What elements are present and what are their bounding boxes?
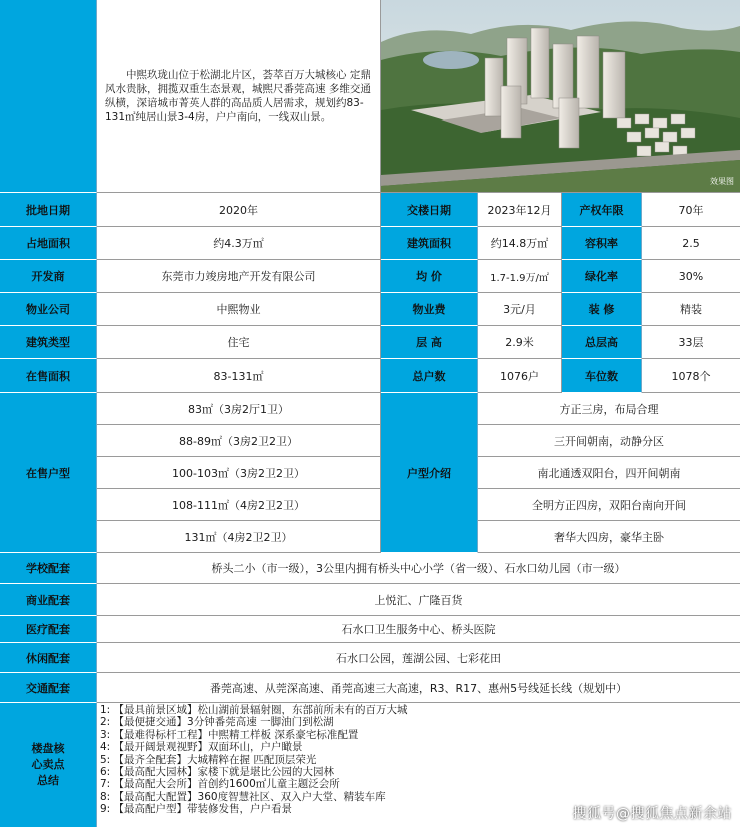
label-plot-ratio: 容积率 (562, 227, 642, 260)
label-total-floors: 总层高 (562, 326, 642, 359)
selling-point-7: 7: 【最高配大会所】首创约1600㎡儿童主题泛会所 (100, 778, 340, 791)
unit-desc-3: 南北通透双阳台，四开间朝南 (478, 457, 740, 489)
rendering-illustration (381, 0, 740, 193)
value-plot-ratio: 2.5 (642, 227, 740, 260)
unit-type-1: 83㎡（3房2厅1卫） (97, 393, 381, 425)
project-rendering-image (381, 0, 740, 193)
selling-point-4: 4: 【最开阔景观视野】双面环山，户户瞰景 (100, 741, 303, 754)
unit-desc-5: 奢华大四房，豪华主卧 (478, 521, 740, 553)
unit-desc-1: 方正三房，布局合理 (478, 393, 740, 425)
project-intro-text: 中熙玖珑山位于松湖北片区，荟萃百万大城核心 定鼎风水贵脉，拥揽双重生态景观，城熙尺番莞高速 多维交通纵横，深谙城市菁英人群的高品质人居需求，规划约83-131㎡纯居山景3-4房，户户南向，一线双山景。 (105, 69, 371, 123)
label-floor-height: 层 高 (381, 326, 478, 359)
value-avg-price: 1.7-1.9万/㎡ (478, 260, 562, 293)
selling-point-5: 5: 【最齐全配套】大城精粹在握 匹配顶层荣光 (100, 753, 317, 766)
selling-point-3: 3: 【最难得标杆工程】中熙精工样板 深系豪宅标准配置 (100, 728, 359, 741)
label-leisure: 休闲配套 (0, 643, 97, 673)
label-property-company: 物业公司 (0, 293, 97, 326)
unit-desc-2: 三开间朝南，动静分区 (478, 425, 740, 457)
label-delivery-date: 交楼日期 (381, 193, 478, 227)
unit-type-4: 108-111㎡（4房2卫2卫） (97, 489, 381, 521)
value-medical: 石水口卫生服务中心、桥头医院 (97, 616, 740, 643)
header-label-cell (0, 0, 97, 193)
label-property-term: 产权年限 (562, 193, 642, 227)
label-property-fee: 物业费 (381, 293, 478, 326)
value-delivery-date: 2023年12月 (478, 193, 562, 227)
value-green-rate: 30% (642, 260, 740, 293)
selling-point-6: 6: 【最高配大园林】家楼下就是堪比公园的大园林 (100, 766, 335, 779)
value-building-area: 约14.8万㎡ (478, 227, 562, 260)
rendering-caption: 效果图 (710, 177, 734, 186)
value-parking-spaces: 1078个 (642, 359, 740, 393)
value-land-area: 约4.3万㎡ (97, 227, 381, 260)
label-avg-price: 均 价 (381, 260, 478, 293)
intro-cell (97, 0, 381, 193)
label-selling-points (0, 703, 97, 827)
label-building-type: 建筑类型 (0, 326, 97, 359)
label-unit-intro: 户型介绍 (381, 393, 478, 553)
selling-point-2: 2: 【最便捷交通】3分钟番莞高速 一脚油门到松湖 (100, 716, 334, 729)
label-developer: 开发商 (0, 260, 97, 293)
value-commerce: 上悦汇、广隆百货 (97, 584, 740, 616)
value-total-floors: 33层 (642, 326, 740, 359)
label-green-rate: 绿化率 (562, 260, 642, 293)
value-building-type: 住宅 (97, 326, 381, 359)
label-building-area: 建筑面积 (381, 227, 478, 260)
label-commerce: 商业配套 (0, 584, 97, 616)
value-school: 桥头二小（市一级），3公里内拥有桥头中心小学（省一级）、石水口幼儿园（市一级） (97, 553, 740, 584)
label-land-date: 批地日期 (0, 193, 97, 227)
unit-desc-4: 全明方正四房，双阳台南向开间 (478, 489, 740, 521)
value-property-company: 中熙物业 (97, 293, 381, 326)
label-school: 学校配套 (0, 553, 97, 584)
selling-point-9: 9: 【最高配户型】带装修发售，户户看景 (100, 803, 293, 816)
value-property-term: 70年 (642, 193, 740, 227)
value-property-fee: 3元/月 (478, 293, 562, 326)
value-leisure: 石水口公园，莲湖公园、七彩花田 (97, 643, 740, 673)
value-land-date: 2020年 (97, 193, 381, 227)
unit-type-3: 100-103㎡（3房2卫2卫） (97, 457, 381, 489)
value-total-households: 1076户 (478, 359, 562, 393)
value-floor-height: 2.9米 (478, 326, 562, 359)
label-land-area: 占地面积 (0, 227, 97, 260)
label-parking-spaces: 车位数 (562, 359, 642, 393)
selling-points-label-text: 楼盘核心卖点总结 (31, 742, 65, 787)
selling-point-8: 8: 【最高配大配置】360度智慧社区、双入户大堂、精装车库 (100, 790, 386, 803)
selling-point-1: 1: 【最具前景区域】松山湖前景辐射圈，东部前所未有的百万大城 (100, 704, 408, 716)
unit-type-2: 88-89㎡（3房2卫2卫） (97, 425, 381, 457)
label-units-on-sale: 在售户型 (0, 393, 97, 553)
value-transport: 番莞高速、从莞深高速、甬莞高速三大高速，R3、R17、惠州5号线延长线（规划中） (97, 673, 740, 703)
sohu-watermark: 搜狐号@搜狐焦点新余站 (572, 806, 732, 822)
value-developer: 东莞市力竣房地产开发有限公司 (97, 260, 381, 293)
unit-type-5: 131㎡（4房2卫2卫） (97, 521, 381, 553)
label-total-households: 总户数 (381, 359, 478, 393)
value-decoration: 精装 (642, 293, 740, 326)
label-transport: 交通配套 (0, 673, 97, 703)
label-medical: 医疗配套 (0, 616, 97, 643)
label-decoration: 装 修 (562, 293, 642, 326)
value-sale-area: 83-131㎡ (97, 359, 381, 393)
label-sale-area: 在售面积 (0, 359, 97, 393)
